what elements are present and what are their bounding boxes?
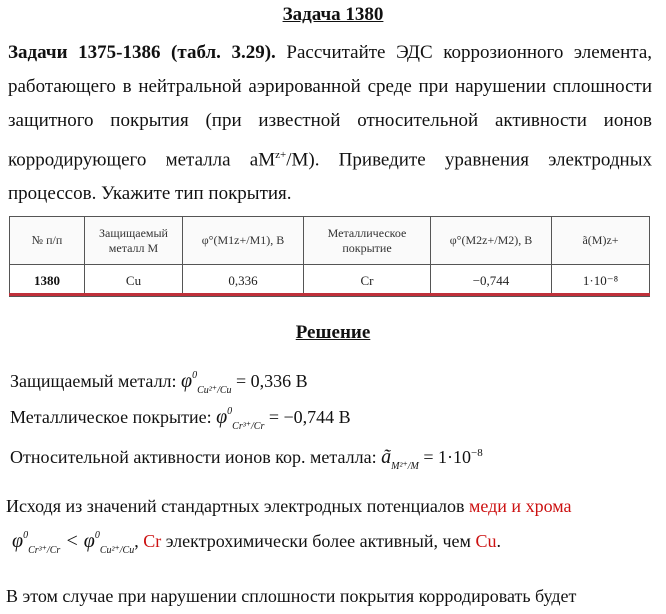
- task-text-end: /M). Приведите уравнения электродных процессов. Укажите тип покрытия.: [8, 149, 652, 205]
- table-cell: Cr: [304, 265, 431, 297]
- header-cell: Защищаемый металл M: [85, 217, 183, 265]
- activity-line: [10, 446, 483, 472]
- coating-value: = −0,744 В: [268, 407, 351, 427]
- table-cell: 0,336: [183, 265, 304, 297]
- protected-metal-line: [10, 370, 308, 396]
- table-row: [10, 265, 650, 297]
- activity-symbol: $ã_{M^{2+}/M}$: [381, 446, 419, 472]
- task-statement: [8, 36, 652, 211]
- activity-exp: −8: [470, 447, 483, 459]
- comparison-cr: Cr: [143, 531, 162, 551]
- task-sup: z+: [275, 149, 287, 161]
- conclusion-paragraph: В этом случае при нарушении сплошности покрытия корродировать будет: [6, 586, 577, 606]
- data-table: [9, 216, 650, 297]
- table-cell: 1380: [10, 265, 85, 297]
- protected-metal-value: = 0,336 В: [236, 371, 308, 391]
- comparison-formula: $\varphi^0_{Cr^{3+}/Cr} < \varphi^0_{Cu^{2+}/Cu}$: [12, 530, 135, 556]
- table-cell: −0,744: [431, 265, 552, 297]
- task-lead: Задачи 1375-1386 (табл. 3.29).: [8, 42, 276, 63]
- header-cell: № п/п: [10, 217, 85, 265]
- table-cell: Cu: [85, 265, 183, 297]
- protected-metal-label: Защищаемый металл:: [10, 371, 177, 391]
- phi-cr-symbol: $\varphi^0_{Cr^{3+}/Cr}$: [216, 406, 265, 432]
- phi-cu-symbol: $\varphi^0_{Cu^{2+}/Cu}$: [181, 370, 232, 396]
- table-header-row: [10, 217, 650, 265]
- problem-title: Задача 1380: [282, 4, 384, 25]
- solution-title: Решение: [295, 322, 371, 343]
- para-start: Исходя из значений стандартных электродных потенциалов: [6, 496, 469, 516]
- coating-line: [10, 406, 351, 432]
- comparison-text: электрохимически более активный, чем: [161, 531, 476, 551]
- header-cell: Металлическое покрытие: [304, 217, 431, 265]
- activity-label: Относительной активности ионов кор. металла:: [10, 447, 377, 467]
- activity-value: = 1·10: [423, 447, 471, 467]
- comparison-end: .: [496, 531, 501, 551]
- comparison-sep: ,: [134, 531, 144, 551]
- coating-label: Металлическое покрытие:: [10, 407, 212, 427]
- comparison-cu: Cu: [475, 531, 497, 551]
- header-cell: φ°(M2z+/M2), В: [431, 217, 552, 265]
- comparison-line: [12, 530, 501, 556]
- table-underline: [9, 293, 650, 296]
- table-cell: 1·10⁻⁸: [552, 265, 650, 297]
- explanation-paragraph: [6, 488, 652, 524]
- task-text: Рассчитайте ЭДС коррозионного элемента, работающего в нейтральной аэрированной среде при нарушении сплошности защитного покрытия (при известной относительной активности ионов корродирующего металла aM: [8, 42, 653, 171]
- header-cell: φ°(M1z+/M1), В: [183, 217, 304, 265]
- para-metals: меди и хрома: [469, 496, 572, 516]
- header-cell: ã(M)z+: [552, 217, 650, 265]
